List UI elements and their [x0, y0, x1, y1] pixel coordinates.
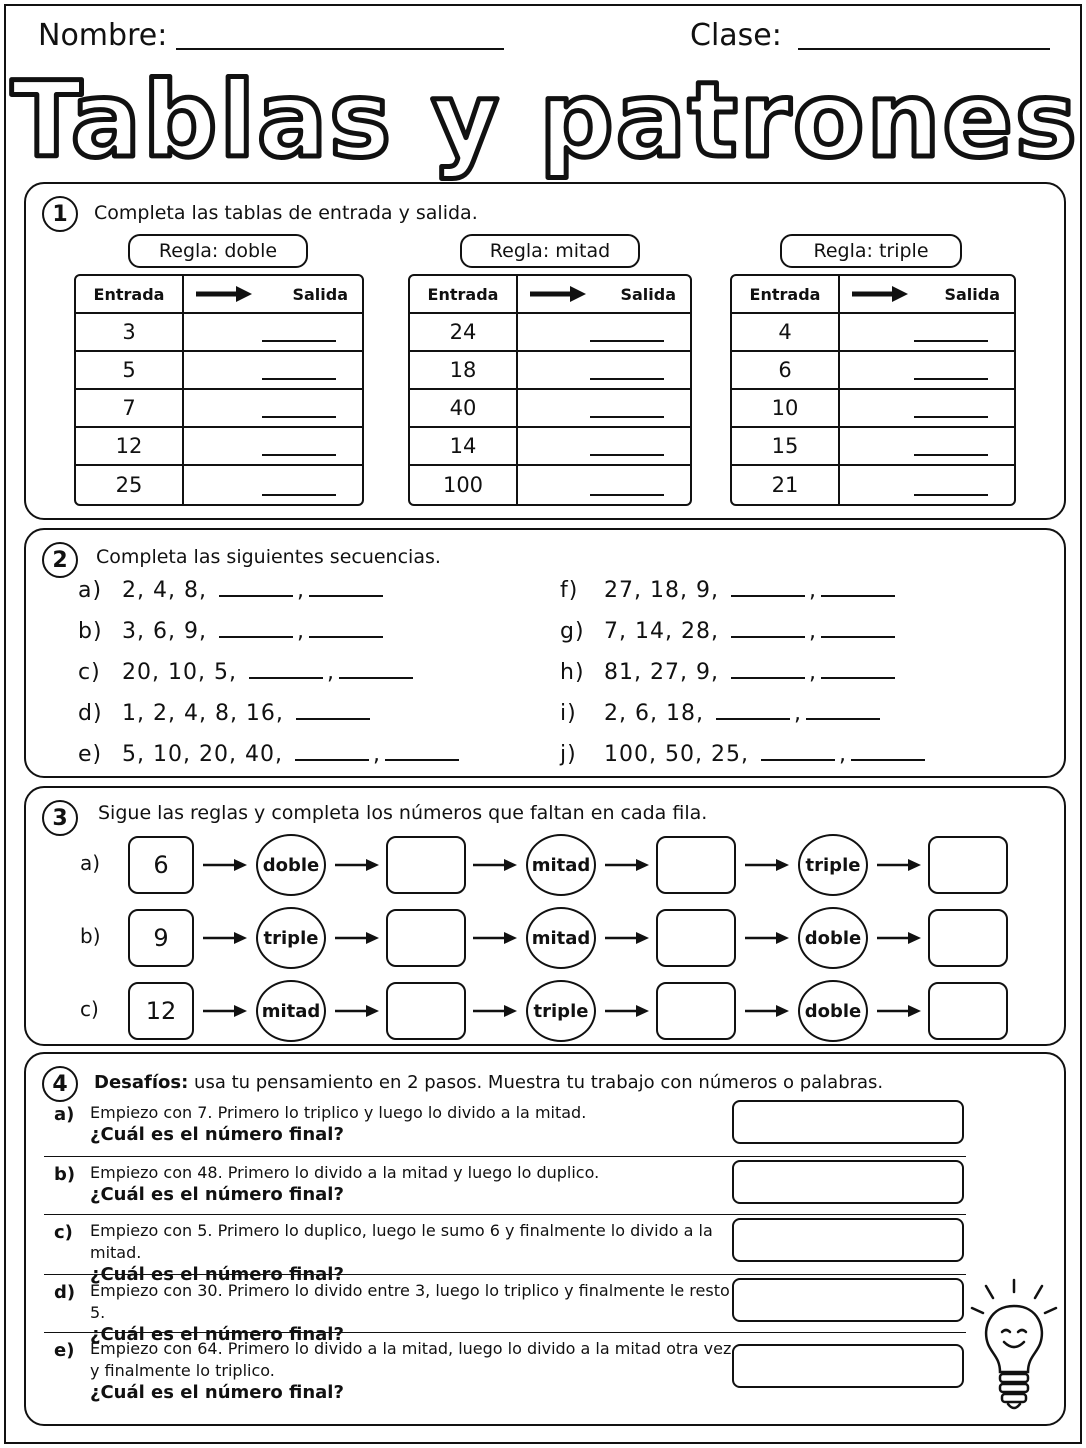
section-3 — [24, 786, 1066, 1046]
answer-blank[interactable] — [731, 677, 805, 679]
operation-oval: mitad — [256, 980, 326, 1042]
arrow-right-icon — [876, 930, 922, 946]
comma: , — [808, 619, 817, 644]
section-number: 4 — [42, 1066, 78, 1102]
sequence-item — [560, 742, 929, 767]
input-value: 10 — [732, 390, 840, 426]
input-value: 25 — [76, 466, 184, 504]
arrow-right-icon — [334, 930, 380, 946]
answer-box[interactable] — [732, 1218, 964, 1262]
sequence-item — [78, 578, 387, 603]
arrow-right-icon — [876, 857, 922, 873]
sequence-item — [560, 660, 899, 685]
section-4 — [24, 1052, 1066, 1426]
sequence-terms: 1, 2, 4, 8, 16, — [122, 701, 284, 726]
answer-blank[interactable] — [914, 494, 988, 496]
table-row — [410, 428, 690, 466]
section-number: 2 — [42, 542, 78, 578]
challenge-text — [90, 1280, 750, 1346]
sequence-terms: 3, 6, 9, — [122, 619, 207, 644]
section-1 — [24, 182, 1066, 520]
answer-blank[interactable] — [309, 636, 383, 638]
answer-box[interactable] — [732, 1278, 964, 1322]
item-label: c) — [54, 1222, 73, 1243]
answer-blank[interactable] — [821, 636, 895, 638]
name-label: Nombre: — [38, 18, 168, 53]
operation-oval: mitad — [526, 907, 596, 969]
answer-blank[interactable] — [295, 759, 369, 761]
arrow-right-icon — [334, 857, 380, 873]
input-value: 40 — [410, 390, 518, 426]
input-value: 4 — [732, 314, 840, 350]
input-value: 14 — [410, 428, 518, 464]
answer-box[interactable] — [732, 1344, 964, 1388]
answer-box[interactable] — [656, 982, 736, 1040]
answer-blank[interactable] — [590, 494, 664, 496]
sequence-terms: 7, 14, 28, — [604, 619, 719, 644]
answer-blank[interactable] — [914, 378, 988, 380]
answer-blank[interactable] — [219, 595, 293, 597]
sequence-item — [560, 578, 899, 603]
sequence-item — [78, 619, 387, 644]
answer-blank[interactable] — [761, 759, 835, 761]
operation-oval: triple — [526, 980, 596, 1042]
arrow-right-icon — [472, 857, 518, 873]
section-number: 1 — [42, 196, 78, 232]
section-2 — [24, 528, 1066, 778]
challenge-statement: Empiezo con 7. Primero lo triplico y luego lo divido a la mitad. — [90, 1103, 587, 1122]
arrow-right-icon — [202, 1003, 248, 1019]
challenge-statement: Empiezo con 48. Primero lo divido a la mitad y luego lo duplico. — [90, 1163, 600, 1182]
table-row — [76, 314, 362, 352]
answer-blank[interactable] — [262, 454, 336, 456]
input-value: 18 — [410, 352, 518, 388]
answer-blank[interactable] — [262, 494, 336, 496]
arrow-right-icon — [850, 284, 910, 304]
comma: , — [808, 578, 817, 603]
item-label: b) — [54, 1164, 76, 1185]
rule-label: Regla: triple — [780, 234, 962, 268]
answer-blank[interactable] — [821, 595, 895, 597]
input-value: 5 — [76, 352, 184, 388]
section-instruction: Completa las siguientes secuencias. — [96, 546, 441, 568]
final-number-question: ¿Cuál es el número final? — [90, 1184, 344, 1205]
sequence-terms: 20, 10, 5, — [122, 660, 237, 685]
answer-blank[interactable] — [731, 636, 805, 638]
row-label: b) — [80, 924, 101, 948]
answer-box[interactable] — [928, 909, 1008, 967]
table-row — [732, 466, 1014, 504]
answer-blank[interactable] — [309, 595, 383, 597]
challenge-statement: Empiezo con 5. Primero lo duplico, luego le sumo 6 y finalmente lo divido a la mitad. — [90, 1221, 713, 1262]
operation-oval: doble — [798, 980, 868, 1042]
answer-blank[interactable] — [296, 718, 370, 720]
item-label: h) — [560, 660, 585, 685]
table-row — [410, 466, 690, 504]
item-label: d) — [54, 1282, 76, 1303]
answer-blank[interactable] — [851, 759, 925, 761]
answer-blank[interactable] — [821, 677, 895, 679]
table-header — [76, 276, 362, 314]
lightbulb-icon — [966, 1276, 1062, 1416]
item-label: c) — [78, 660, 101, 685]
row-divider — [44, 1156, 966, 1157]
sequence-terms: 27, 18, 9, — [604, 578, 719, 603]
table-row — [410, 390, 690, 428]
section-instruction: Completa las tablas de entrada y salida. — [94, 202, 478, 224]
section-number: 3 — [42, 800, 78, 836]
arrow-right-icon — [334, 1003, 380, 1019]
answer-blank[interactable] — [339, 677, 413, 679]
sequence-terms: 81, 27, 9, — [604, 660, 719, 685]
comma: , — [808, 660, 817, 685]
table-row — [76, 428, 362, 466]
row-divider — [44, 1214, 966, 1215]
salida-header: Salida — [944, 284, 1000, 304]
io-table-doble — [74, 274, 364, 506]
io-table-triple — [730, 274, 1016, 506]
sequence-item — [560, 619, 899, 644]
answer-blank[interactable] — [914, 416, 988, 418]
item-label: e) — [78, 742, 103, 767]
answer-blank[interactable] — [716, 718, 790, 720]
arrow-right-icon — [876, 1003, 922, 1019]
salida-header: Salida — [620, 284, 676, 304]
section-instruction: Sigue las reglas y completa los números que faltan en cada fila. — [98, 802, 708, 824]
input-value: 24 — [410, 314, 518, 350]
input-value: 3 — [76, 314, 184, 350]
arrow-right-icon — [472, 1003, 518, 1019]
input-value: 12 — [76, 428, 184, 464]
answer-blank[interactable] — [262, 340, 336, 342]
answer-blank[interactable] — [590, 416, 664, 418]
answer-box[interactable] — [386, 982, 466, 1040]
arrow-right-icon — [604, 930, 650, 946]
answer-box[interactable] — [928, 982, 1008, 1040]
instruction-text: usa tu pensamiento en 2 pasos. Muestra tu trabajo con números o palabras. — [194, 1072, 884, 1093]
challenge-text — [90, 1220, 750, 1286]
instruction-bold: Desafíos: — [94, 1072, 189, 1093]
item-label: d) — [78, 701, 103, 726]
answer-blank[interactable] — [385, 759, 459, 761]
row-label: c) — [80, 997, 99, 1021]
operation-oval: triple — [798, 834, 868, 896]
table-row — [410, 352, 690, 390]
answer-blank[interactable] — [731, 595, 805, 597]
final-number-question: ¿Cuál es el número final? — [90, 1124, 344, 1145]
item-label: a) — [78, 578, 103, 603]
answer-blank[interactable] — [262, 378, 336, 380]
challenge-text — [90, 1338, 750, 1404]
input-value: 100 — [410, 466, 518, 504]
final-number-question: ¿Cuál es el número final? — [90, 1324, 344, 1345]
section-instruction — [94, 1072, 883, 1093]
sequence-terms: 2, 4, 8, — [122, 578, 207, 603]
arrow-right-icon — [744, 930, 790, 946]
input-value: 15 — [732, 428, 840, 464]
comma: , — [838, 742, 847, 767]
input-value: 21 — [732, 466, 840, 504]
challenge-statement: Empiezo con 64. Primero lo divido a la mitad, luego lo divido a la mitad otra vez — [90, 1339, 732, 1358]
item-label: a) — [54, 1104, 75, 1125]
arrow-right-icon — [194, 284, 254, 304]
name-line — [176, 48, 504, 50]
row-divider — [44, 1274, 966, 1275]
comma: , — [326, 660, 335, 685]
class-label: Clase: — [690, 18, 782, 53]
answer-box[interactable] — [386, 836, 466, 894]
table-row — [732, 314, 1014, 352]
sequence-item — [78, 660, 417, 685]
start-number-box: 12 — [128, 982, 194, 1040]
table-header — [410, 276, 690, 314]
answer-box[interactable] — [732, 1160, 964, 1204]
sequence-item — [78, 742, 463, 767]
input-value: 6 — [732, 352, 840, 388]
answer-blank[interactable] — [914, 340, 988, 342]
class-line — [798, 48, 1050, 50]
sequence-terms: 2, 6, 18, — [604, 701, 704, 726]
answer-blank[interactable] — [249, 677, 323, 679]
operation-oval: mitad — [526, 834, 596, 896]
arrow-right-icon — [472, 930, 518, 946]
sequence-item — [560, 701, 884, 726]
item-label: g) — [560, 619, 585, 644]
item-label: e) — [54, 1340, 75, 1361]
table-row — [410, 314, 690, 352]
svg-text:Tablas y patrones: Tablas y patrones — [11, 59, 1079, 181]
rule-label: Regla: mitad — [460, 234, 640, 268]
arrow-right-icon — [744, 1003, 790, 1019]
sequence-terms: 100, 50, 25, — [604, 742, 749, 767]
table-row — [732, 428, 1014, 466]
worksheet-page — [4, 4, 1082, 1444]
input-value: 7 — [76, 390, 184, 426]
comma: , — [296, 619, 305, 644]
io-table-mitad — [408, 274, 692, 506]
arrow-right-icon — [202, 857, 248, 873]
answer-box[interactable] — [386, 909, 466, 967]
answer-box[interactable] — [732, 1100, 964, 1144]
arrow-right-icon — [604, 857, 650, 873]
arrow-right-icon — [202, 930, 248, 946]
answer-blank[interactable] — [590, 378, 664, 380]
final-number-question: ¿Cuál es el número final? — [90, 1264, 344, 1285]
sequence-item — [78, 701, 374, 726]
comma: , — [372, 742, 381, 767]
sequence-terms: 5, 10, 20, 40, — [122, 742, 283, 767]
answer-box[interactable] — [656, 909, 736, 967]
table-row — [76, 466, 362, 504]
arrow-right-icon — [604, 1003, 650, 1019]
page-title — [6, 56, 1084, 186]
operation-oval: doble — [256, 834, 326, 896]
operation-oval: doble — [798, 907, 868, 969]
item-label: j) — [560, 742, 577, 767]
final-number-question: ¿Cuál es el número final? — [90, 1382, 344, 1403]
operation-oval: triple — [256, 907, 326, 969]
comma: , — [296, 578, 305, 603]
answer-blank[interactable] — [806, 718, 880, 720]
challenge-text — [90, 1162, 750, 1206]
salida-header: Salida — [292, 284, 348, 304]
row-label: a) — [80, 851, 101, 875]
table-row — [76, 390, 362, 428]
table-row — [732, 390, 1014, 428]
entrada-header: Entrada — [410, 276, 518, 312]
answer-blank[interactable] — [219, 636, 293, 638]
table-header — [732, 276, 1014, 314]
row-divider — [44, 1332, 966, 1333]
answer-blank[interactable] — [590, 340, 664, 342]
start-number-box: 6 — [128, 836, 194, 894]
table-row — [732, 352, 1014, 390]
answer-box[interactable] — [656, 836, 736, 894]
challenge-statement: Empiezo con 30. Primero lo divido entre 3, luego lo triplico y finalmente le resto 5. — [90, 1281, 730, 1322]
entrada-header: Entrada — [76, 276, 184, 312]
answer-blank[interactable] — [914, 454, 988, 456]
answer-blank[interactable] — [262, 416, 336, 418]
item-label: b) — [78, 619, 103, 644]
arrow-right-icon — [528, 284, 588, 304]
arrow-right-icon — [744, 857, 790, 873]
item-label: i) — [560, 701, 577, 726]
answer-box[interactable] — [928, 836, 1008, 894]
entrada-header: Entrada — [732, 276, 840, 312]
challenge-statement-continued: y finalmente lo triplico. — [90, 1361, 275, 1380]
answer-blank[interactable] — [590, 454, 664, 456]
comma: , — [793, 701, 802, 726]
start-number-box: 9 — [128, 909, 194, 967]
challenge-text — [90, 1102, 750, 1146]
table-row — [76, 352, 362, 390]
item-label: f) — [560, 578, 579, 603]
rule-label: Regla: doble — [128, 234, 308, 268]
